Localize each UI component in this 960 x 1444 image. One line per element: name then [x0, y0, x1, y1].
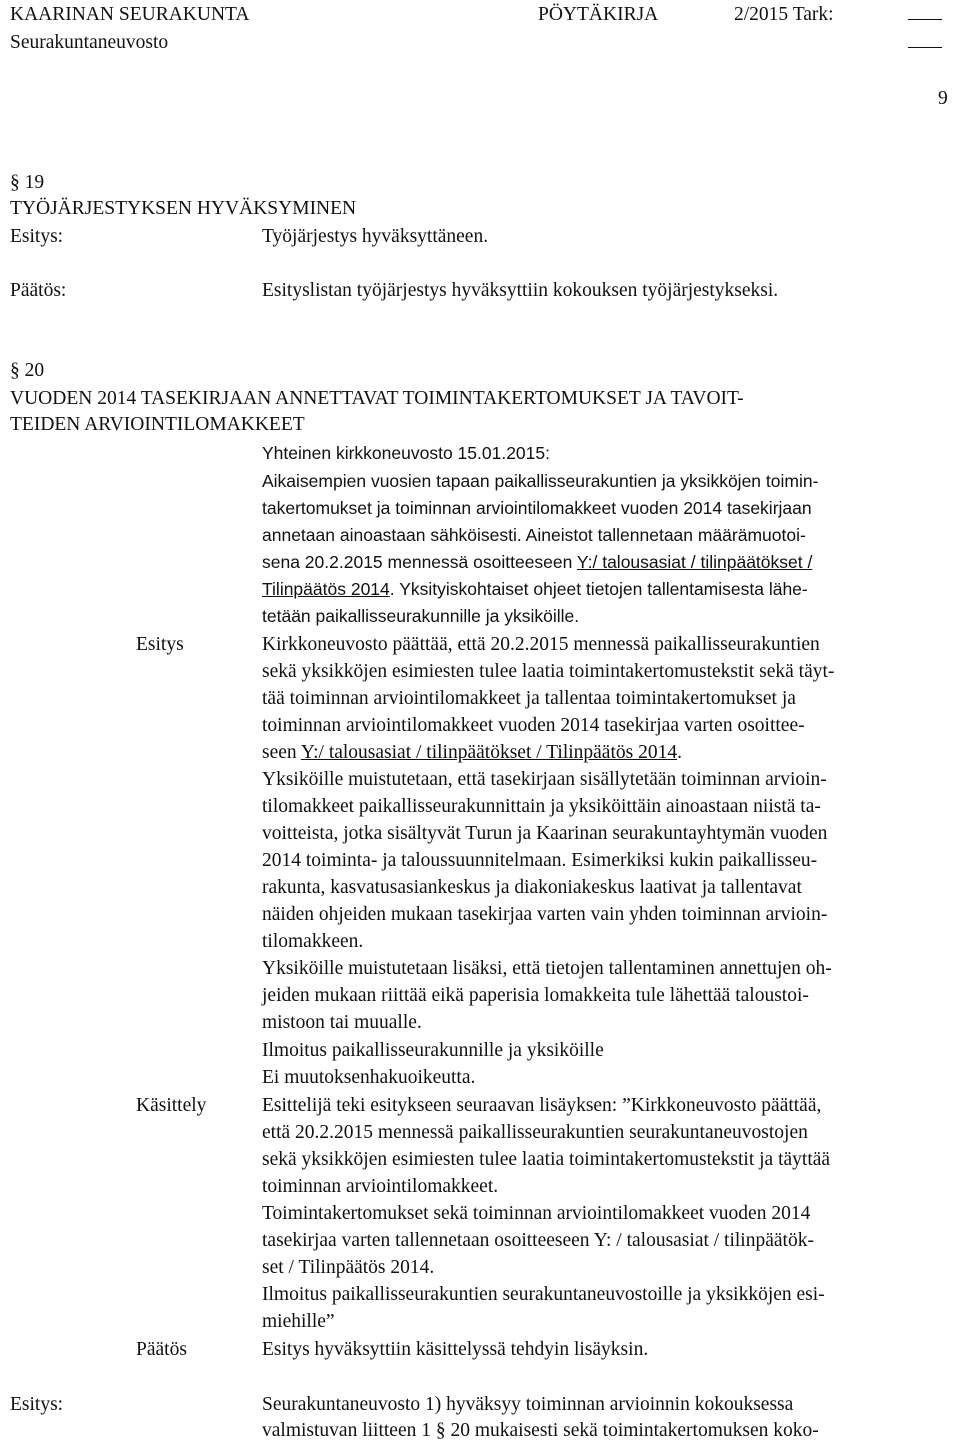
esitys2-line: Seurakuntaneuvosto 1) hyväksyy toiminnan arvioinnin kokouksessa	[262, 1394, 794, 1415]
p1-line: takertomukset ja toiminnan arviointilomakkeet vuoden 2014 tasekirjaan	[262, 498, 812, 518]
p1-line: tetään paikallisseurakunnille ja yksiköille.	[262, 606, 580, 626]
esitys-label: Esitys	[136, 634, 184, 655]
esitys-line: Ei muutoksenhakuoikeutta.	[262, 1067, 476, 1088]
header-body-name: Seurakuntaneuvosto	[10, 32, 169, 53]
kasittely-line: set / Tilinpäätös 2014.	[262, 1257, 435, 1278]
section-19-number: § 19	[10, 172, 45, 193]
p1-line	[262, 576, 808, 602]
p1-text: . Yksityiskohtaiset ohjeet tietojen tallentamisesta lähe-	[389, 579, 808, 599]
header-doc-no: 2/2015 Tark:	[734, 4, 834, 25]
esitys-line: Ilmoitus paikallisseurakunnille ja yksiköille	[262, 1040, 604, 1061]
esitys-line: 2014 toiminta- ja taloussuunnitelmaan. Esimerkiksi kukin paikallisseu-	[262, 850, 818, 871]
esitys2-label: Esitys:	[10, 1394, 64, 1415]
p1-line: annetaan ainoastaan sähköisesti. Aineistot tallennetaan määrämuotoi-	[262, 525, 806, 545]
header-org: KAARINAN SEURAKUNTA	[10, 4, 250, 25]
esitys-text: seen	[262, 742, 301, 763]
esitys-line: mistoon tai muualle.	[262, 1012, 422, 1033]
s19-esitys-label: Esitys:	[10, 226, 64, 247]
esitys-line: näiden ohjeiden mukaan tasekirjaa varten vain yhden toiminnan arvioin-	[262, 904, 828, 925]
section-20-title-line1: VUODEN 2014 TASEKIRJAAN ANNETTAVAT TOIMINTAKERTOMUKSET JA TAVOIT-	[10, 388, 744, 409]
kasittely-line: Esittelijä teki esitykseen seuraavan lisäyksen: ”Kirkkoneuvosto päättää,	[262, 1095, 822, 1116]
p1-line: Aikaisempien vuosien tapaan paikallisseurakuntien ja yksikköjen toimin-	[262, 471, 819, 491]
header-blank-2	[908, 30, 942, 56]
p1-line: Yhteinen kirkkoneuvosto 15.01.2015:	[262, 443, 550, 463]
page-number: 9	[938, 88, 948, 109]
header-doc-type: PÖYTÄKIRJA	[538, 4, 659, 25]
esitys2-line: valmistuvan liitteen 1 § 20 mukaisesti sekä toimintakertomuksen koko-	[262, 1420, 819, 1441]
section-20-title-line2: TEIDEN ARVIOINTILOMAKKEET	[10, 414, 305, 435]
esitys-line: voitteista, jotka sisältyvät Turun ja Kaarinan seurakuntayhtymän vuoden	[262, 823, 828, 844]
header-blank-1	[908, 2, 942, 28]
kasittely-line: toiminnan arviointilomakkeet.	[262, 1176, 499, 1197]
s19-paatos-label: Päätös:	[10, 280, 67, 301]
esitys-line: Kirkkoneuvosto päättää, että 20.2.2015 mennessä paikallisseurakuntien	[262, 634, 820, 655]
kasittely-line: miehille”	[262, 1311, 335, 1332]
s19-paatos-text: Esityslistan työjärjestys hyväksyttiin kokouksen työjärjestykseksi.	[262, 280, 779, 301]
esitys-line: toiminnan arviointilomakkeet vuoden 2014 tasekirjaa varten osoittee-	[262, 715, 805, 736]
esitys-line: rakunta, kasvatusasiankeskus ja diakoniakeskus laativat ja tallentavat	[262, 877, 802, 898]
kasittely-line: Toimintakertomukset sekä toiminnan arviointilomakkeet vuoden 2014	[262, 1203, 811, 1224]
esitys-line: tilomakkeen.	[262, 931, 364, 952]
p1-line	[262, 549, 812, 575]
path-link[interactable]: Y:/ talousasiat / tilinpäätökset / Tilinpäätös 2014	[300, 742, 678, 763]
esitys-line: Yksiköille muistutetaan lisäksi, että tietojen tallentaminen annettujen oh-	[262, 958, 832, 979]
esitys-line: jeiden mukaan riittää eikä paperisia lomakkeita tule lähettää taloustoi-	[262, 985, 809, 1006]
kasittely-line: että 20.2.2015 mennessä paikallisseurakuntien seurakuntaneuvostojen	[262, 1122, 808, 1143]
path-link[interactable]: Y:/ talousasiat / tilinpäätökset /	[576, 552, 813, 572]
p1-text: sena 20.2.2015 mennessä osoitteeseen	[262, 552, 577, 572]
esitys-line: tää toiminnan arviointilomakkeet ja tallentaa toimintakertomukset ja	[262, 688, 796, 709]
esitys-line: sekä yksikköjen esimiesten tulee laatia toimintakertomustekstit sekä täyt-	[262, 661, 835, 682]
kasittely-line: tasekirjaa varten tallennetaan osoitteeseen Y: / talousasiat / tilinpäätök-	[262, 1230, 814, 1251]
s19-esitys-text: Työjärjestys hyväksyttäneen.	[262, 226, 489, 247]
esitys-text: .	[677, 742, 682, 763]
path-link[interactable]: Tilinpäätös 2014	[262, 579, 390, 599]
esitys-line: Yksiköille muistutetaan, että tasekirjaan sisällytetään toiminnan arvioin-	[262, 769, 827, 790]
paatos-label: Päätös	[136, 1339, 187, 1360]
kasittely-label: Käsittely	[136, 1095, 207, 1116]
esitys-line	[262, 740, 682, 766]
section-20-number: § 20	[10, 360, 45, 381]
kasittely-line: Ilmoitus paikallisseurakuntien seurakuntaneuvostoille ja yksikköjen esi-	[262, 1284, 825, 1305]
kasittely-line: sekä yksikköjen esimiesten tulee laatia toimintakertomustekstit ja täyttää	[262, 1149, 831, 1170]
paatos-text: Esitys hyväksyttiin käsittelyssä tehdyin lisäyksin.	[262, 1339, 649, 1360]
esitys-line: tilomakkeet paikallisseurakunnittain ja yksiköittäin ainoastaan niistä ta-	[262, 796, 821, 817]
section-19-title: TYÖJÄRJESTYKSEN HYVÄKSYMINEN	[10, 198, 357, 219]
